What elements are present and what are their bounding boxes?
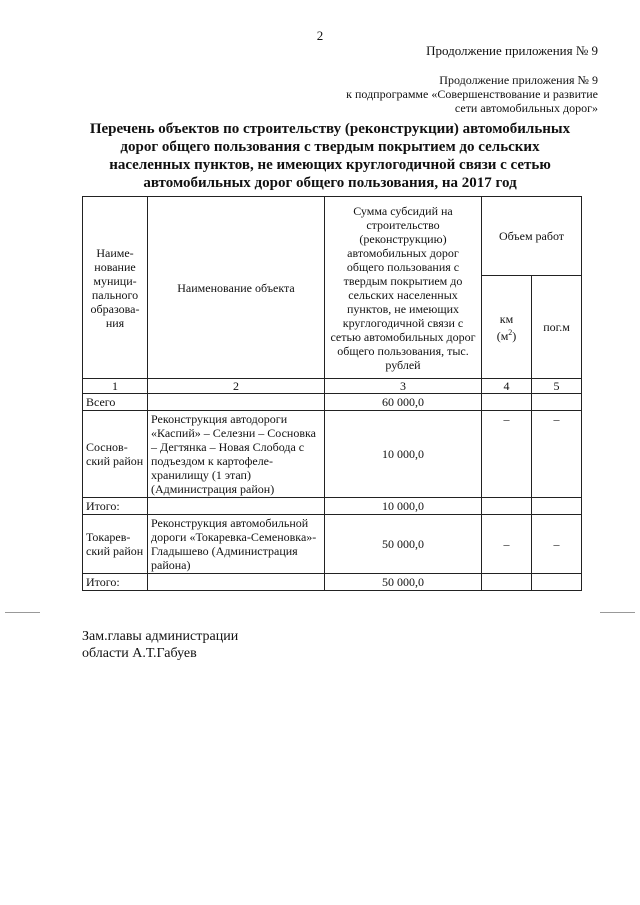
appendix-header xyxy=(268,73,598,115)
page-rule xyxy=(600,612,635,613)
total-label: Всего xyxy=(83,394,148,411)
signature-name: области А.Т.Габуев xyxy=(82,646,197,661)
header-sum: Сумма субсидий на строительство (реконструкцию) автомобильных дорог общего пользования с твердым покрытием до сельских населенных пунктов, не имеющих круглогодичной связи с сетью автомобильных дорог общего пользования, тыс. рублей xyxy=(325,197,482,379)
row-object: Реконструкция автомобильной дороги «Токаревка-Семеновка»- Гладышево (Администрация района) xyxy=(148,515,325,574)
subtotal-label: Итого: xyxy=(83,574,148,591)
table-row xyxy=(83,411,582,498)
header-m2-label: (м xyxy=(496,328,509,343)
table-header-row xyxy=(83,197,582,276)
row-sum: 10 000,0 xyxy=(325,411,482,498)
column-number: 1 xyxy=(83,379,148,394)
signature-block xyxy=(82,628,238,662)
header-volume: Объем работ xyxy=(482,197,582,276)
subtotal-value: 50 000,0 xyxy=(325,574,482,591)
continuation-note: Продолжение приложения № 9 xyxy=(426,43,598,58)
objects-table xyxy=(82,196,582,591)
total-row xyxy=(83,394,582,411)
column-numbers-row xyxy=(83,379,582,394)
row-km: – xyxy=(482,411,532,498)
appendix-header-line2: к подпрограмме «Совершенствование и развитие xyxy=(346,87,598,101)
column-number: 5 xyxy=(532,379,582,394)
row-municipality: Токарев-ский район xyxy=(83,515,148,574)
appendix-header-line1: Продолжение приложения № 9 xyxy=(439,73,598,87)
table-row xyxy=(83,515,582,574)
header-m2-close: ) xyxy=(512,328,517,343)
subtotal-label: Итого: xyxy=(83,498,148,515)
page-rule xyxy=(5,612,40,613)
row-municipality: Соснов-ский район xyxy=(83,411,148,498)
row-pogm: – xyxy=(532,411,582,498)
header-pogm: пог.м xyxy=(532,276,582,379)
row-km: – xyxy=(482,515,532,574)
subtotal-row xyxy=(83,498,582,515)
row-object: Реконструкция автодороги «Каспий» – Селезни – Сосновка – Дегтянка – Новая Слобода с подъездом к картофеле-хранилищу (1 этап) (Администрация район) xyxy=(148,411,325,498)
header-km-label: км xyxy=(499,311,514,326)
subtotal-value: 10 000,0 xyxy=(325,498,482,515)
row-pogm: – xyxy=(532,515,582,574)
page-number: 2 xyxy=(316,28,324,43)
signature-position: Зам.главы администрации xyxy=(82,629,239,644)
document-title: Перечень объектов по строительству (реконструкции) автомобильных дорог общего пользования с твердым покрытием до сельских населенных пунктов, не имеющих круглогодичной связи с сетью автомобильных дорог общего пользования, на 2017 год xyxy=(89,121,571,191)
column-number: 3 xyxy=(325,379,482,394)
header-object: Наименование объекта xyxy=(148,197,325,379)
subtotal-row xyxy=(83,574,582,591)
header-km xyxy=(482,276,532,379)
total-value: 60 000,0 xyxy=(325,394,482,411)
row-sum: 50 000,0 xyxy=(325,515,482,574)
appendix-header-line3: сети автомобильных дорог» xyxy=(454,101,598,115)
header-municipality: Наиме-нование муници-пального образова-ния xyxy=(83,197,148,379)
column-number: 2 xyxy=(148,379,325,394)
column-number: 4 xyxy=(482,379,532,394)
header-m2-sup: 2 xyxy=(508,327,513,337)
